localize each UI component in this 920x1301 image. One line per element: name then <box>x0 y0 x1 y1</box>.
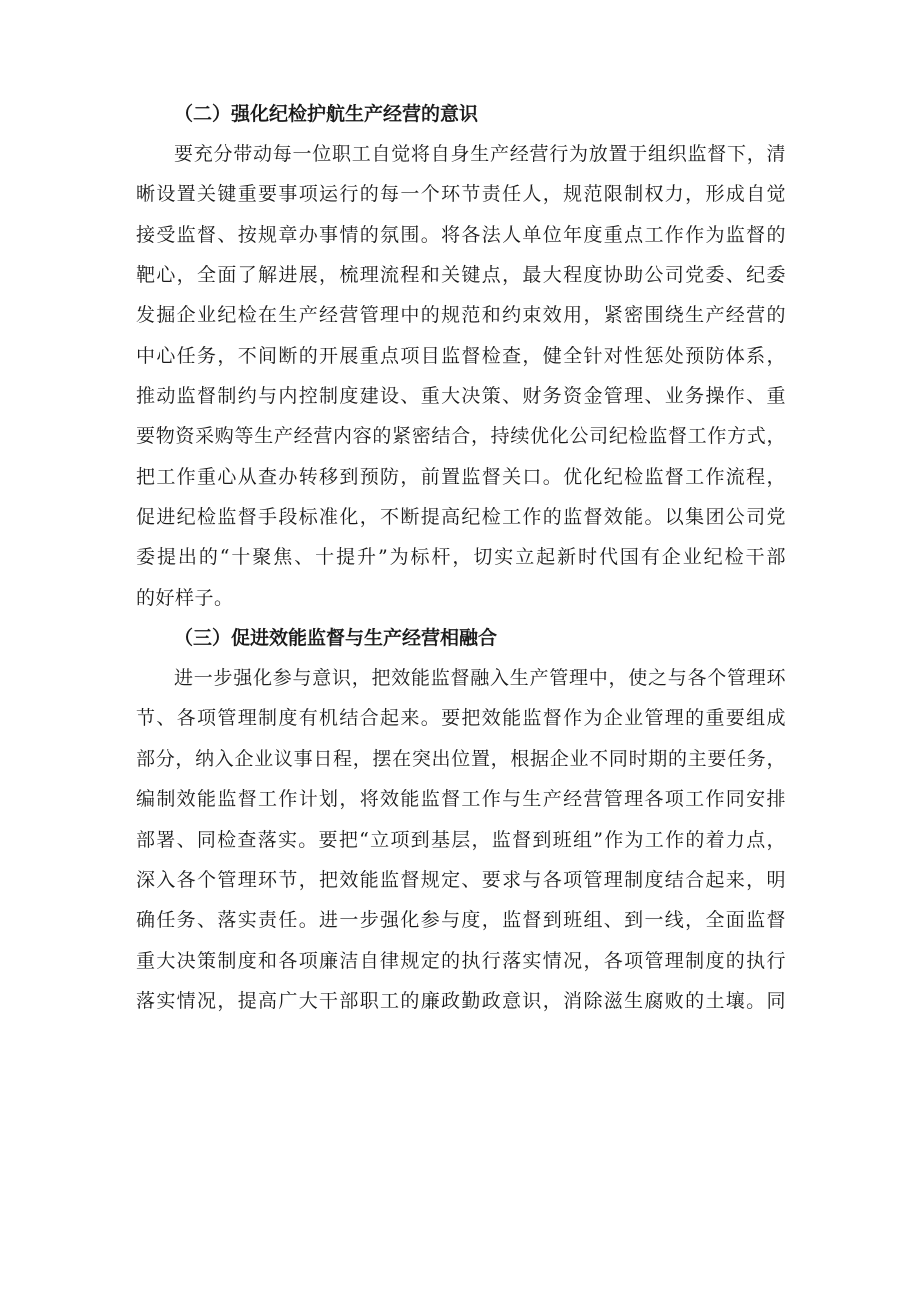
paragraph-line: 部分，纳入企业议事日程，摆在突出位置，根据企业不同时期的主要任务， <box>136 747 786 770</box>
section-paragraph-2 <box>136 134 786 618</box>
paragraph-line: 发掘企业纪检在生产经营管理中的规范和约束效用，紧密围绕生产经营的 <box>136 304 786 327</box>
section-heading-3: （三）促进效能监督与生产经营相融合 <box>174 627 498 650</box>
paragraph-line: 的好样子。 <box>136 586 234 609</box>
paragraph-line: 重大决策制度和各项廉洁自律规定的执行落实情况，各项管理制度的执行 <box>136 949 786 972</box>
paragraph-line: 促进纪检监督手段标准化，不断提高纪检工作的监督效能。以集团公司党 <box>136 506 786 529</box>
paragraph-line: 进一步强化参与意识，把效能监督融入生产管理中，使之与各个管理环 <box>174 667 786 690</box>
paragraph-line: 委提出的“十聚焦、十提升”为标杆，切实立起新时代国有企业纪检干部 <box>136 546 786 569</box>
paragraph-line: 推动监督制约与内控制度建设、重大决策、财务资金管理、业务操作、重 <box>136 385 786 408</box>
paragraph-line: 中心任务，不间断的开展重点项目监督检查，健全针对性惩处预防体系， <box>136 344 786 367</box>
paragraph-line: 接受监督、按规章办事情的氛围。将各法人单位年度重点工作作为监督的 <box>136 223 786 246</box>
paragraph-line: 确任务、落实责任。进一步强化参与度，监督到班组、到一线，全面监督 <box>136 909 786 932</box>
paragraph-line: 深入各个管理环节，把效能监督规定、要求与各项管理制度结合起来，明 <box>136 868 786 891</box>
paragraph-line: 落实情况，提高广大干部职工的廉政勤政意识，消除滋生腐败的土壤。同 <box>136 989 786 1012</box>
paragraph-line: 节、各项管理制度有机结合起来。要把效能监督作为企业管理的重要组成 <box>136 707 786 730</box>
section-heading-2: （二）强化纪检护航生产经营的意识 <box>174 103 479 125</box>
section-paragraph-3 <box>136 658 786 1021</box>
paragraph-line: 编制效能监督工作计划，将效能监督工作与生产经营管理各项工作同安排 <box>136 788 786 811</box>
paragraph-line: 靶心，全面了解进展，梳理流程和关键点，最大程度协助公司党委、纪委 <box>136 264 786 287</box>
paragraph-line: 要物资采购等生产经营内容的紧密结合，持续优化公司纪检监督工作方式， <box>136 425 786 448</box>
paragraph-line: 晰设置关键重要事项运行的每一个环节责任人，规范限制权力，形成自觉 <box>136 183 786 206</box>
paragraph-line: 把工作重心从查办转移到预防，前置监督关口。优化纪检监督工作流程， <box>136 465 786 488</box>
paragraph-line: 部署、同检查落实。要把“立项到基层，监督到班组”作为工作的着力点， <box>136 828 786 851</box>
paragraph-line: 要充分带动每一位职工自觉将自身生产经营行为放置于组织监督下，清 <box>174 143 786 165</box>
document-page <box>136 94 786 1021</box>
